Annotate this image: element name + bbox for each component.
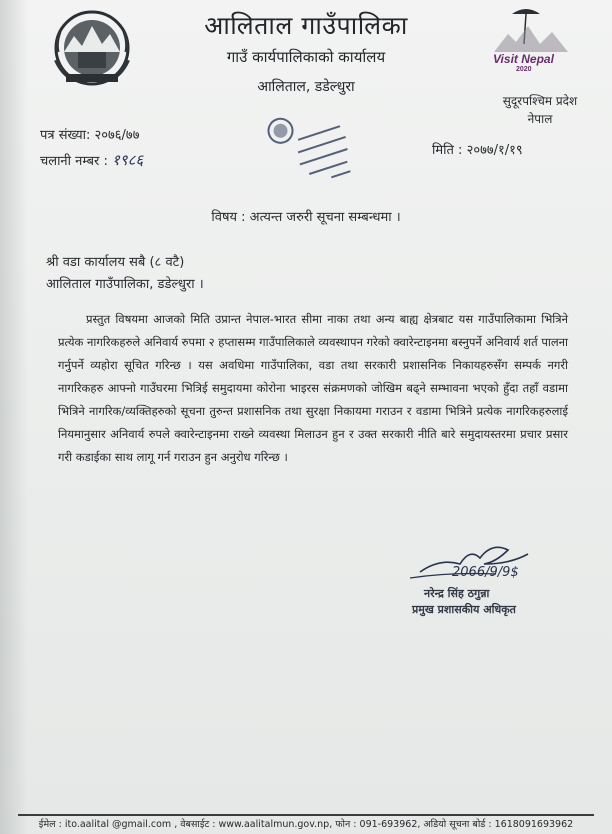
reference-block (40, 124, 143, 174)
dispatch-number-row (40, 148, 143, 174)
office-stamp (262, 100, 362, 200)
letter-number-row (40, 124, 143, 148)
subject-line: विषय : अत्यन्त जरुरी सूचना सम्बन्धमा । (211, 210, 401, 225)
recipient-line-2: आलिताल गाउँपालिका, डडेल्धुरा । (46, 277, 204, 292)
date-row (432, 140, 523, 158)
notice-paragraph: प्रस्तुत विषयमा आजको मिति उप्रान्त नेपाल-भारत सीमा नाका तथा अन्य बाह्य क्षेत्रबाट यस गाउँपालिकामा भित्रिने प्रत्येक नागरिकहरुले अनिवार्य रुपमा २ हप्तासम्म गाउँपालिकाले व्यवस्थापन गरेको क्वारेन्टाइनमा बस्नुपर्ने अनिवार्य शर्त पालना गर्नुपर्ने व्यहोरा सूचित गरिन्छ । यस अवधिमा गाउँपालिका, वडा तथा सरकारी प्रशासनिक निकायहरुसँग सम्पर्क नगरी नागरिकहरु आफ्नो गाउँघरमा भित्रिई समुदायमा कोरोना भाइरस संक्रमणको जोखिम बढ्ने सम्भावना भएको हुँदा तहाँ वडामा भित्रिने नागरिक/व्यक्तिहरुको सूचना तुरुन्त प्रशासनिक तथा सुरक्षा निकायमा गराउन र वडामा भित्रिने प्रत्येक नागरिकहरुलाई नियमानुसार अनिवार्य रुपले क्वारेन्टाइनमा राख्ने व्यवस्था मिलाउन हुन र उक्त सरकारी नीति बारे समुदायस्तरमा प्रचार प्रसार गरी कडाईका साथ लागू गर्न गराउन हुन अनुरोध गरिन्छ । (58, 312, 568, 464)
dispatch-number-label: चलानी नम्बर : (40, 154, 108, 169)
letter-number-value: २०७६/७७ (94, 128, 140, 143)
country-name: नेपाल (527, 112, 553, 126)
footer-divider (18, 814, 594, 816)
province-name: सुदूरपश्चिम प्रदेश (502, 94, 578, 108)
recipient-block (46, 252, 204, 296)
signatory-title: प्रमुख प्रशासकीय अधिकृत (412, 603, 516, 616)
signatory-name: नरेन्द्र सिंह ठगुन्ना (424, 587, 490, 600)
recipient-line-1: श्री वडा कार्यालय सबै (८ वटै) (46, 255, 185, 270)
date-value: २०७७/१/१९ (466, 143, 523, 158)
letter-number-label: पत्र संख्या: (40, 128, 91, 143)
date-label: मिति : (432, 143, 463, 158)
province-block (488, 92, 592, 128)
office-subtitle: गाउँ कार्यपालिकाको कार्यालय (226, 48, 386, 66)
dispatch-number-value: १९८६ (111, 151, 144, 169)
page-shadow (0, 0, 28, 834)
office-location: आलिताल, डडेल्धुरा (257, 79, 355, 95)
visit-nepal-year: 2020 (516, 66, 532, 73)
footer-contact: ईमेल : ito.aalital @gmail.com , वेबसाईट : www.aalitalmun.gov.np, फोन : 091-693962, अडियो सूचना बोर्ड : 1618091693962 (38, 819, 574, 830)
office-title: आलिताल गाउँपालिका (204, 11, 408, 40)
signature-date: 2066/9/9$ (452, 565, 519, 580)
visit-nepal-text: Visit Nepal (493, 52, 554, 66)
notice-body (58, 308, 568, 469)
